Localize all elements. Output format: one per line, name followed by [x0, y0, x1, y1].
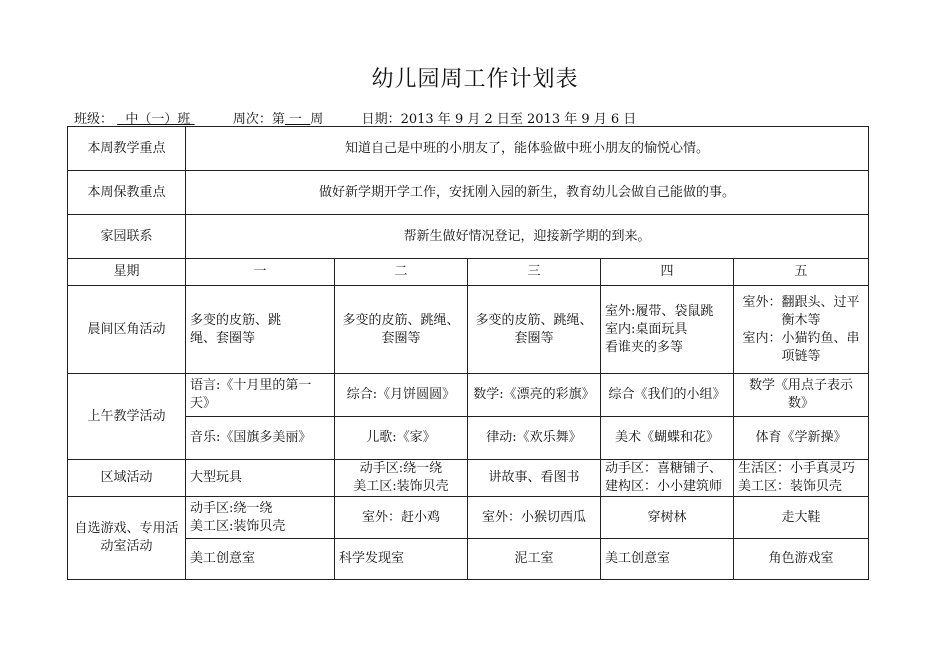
weekday-cell: 五 — [734, 259, 869, 286]
free-play-row-1 — [68, 497, 869, 539]
free-play-cell: 美工创意室 — [601, 539, 734, 580]
weekly-plan-table — [67, 126, 869, 580]
free-play-cell: 室外：赶小鸡 — [335, 497, 468, 539]
am-teaching-cell: 体育《学新操》 — [734, 417, 869, 460]
am-teaching-cell: 音乐:《国旗多美丽》 — [186, 417, 335, 460]
morning-cell: 多变的皮筋、跳 绳、套圈等 — [186, 286, 335, 374]
area-cell: 讲故事、看图书 — [468, 460, 601, 497]
weekday-cell: 一 — [186, 259, 335, 286]
week-label: 周次：第 — [232, 112, 285, 127]
free-play-cell: 穿树林 — [601, 497, 734, 539]
area-cell: 生活区：小手真灵巧 美工区：装饰贝壳 — [734, 460, 869, 497]
row-label-weekday: 星期 — [68, 259, 186, 286]
teaching-focus-content: 知道自己是中班的小朋友了，能体验做中班小朋友的愉悦心情。 — [186, 127, 869, 171]
am-teaching-cell: 数学《用点子表示 数》 — [734, 374, 869, 417]
row-label-morning: 晨间区角活动 — [68, 286, 186, 374]
am-teaching-cell: 儿歌:《家》 — [335, 417, 468, 460]
am-teaching-cell: 语言:《十月里的第一 天》 — [186, 374, 335, 417]
free-play-cell: 科学发现室 — [335, 539, 468, 580]
am-teaching-cell: 美术《蝴蝶和花》 — [601, 417, 734, 460]
weekday-cell: 四 — [601, 259, 734, 286]
free-play-cell: 泥工室 — [468, 539, 601, 580]
home-contact-content: 帮新生做好情况登记，迎接新学期的到来。 — [186, 215, 869, 259]
page-title: 幼儿园周工作计划表 — [371, 67, 579, 92]
weekday-cell: 三 — [468, 259, 601, 286]
area-cell: 动手区:绕一绕 美工区:装饰贝壳 — [335, 460, 468, 497]
week-suffix: 周 — [310, 112, 324, 127]
home-contact-row — [68, 215, 869, 259]
morning-cell: 多变的皮筋、跳绳、 套圈等 — [335, 286, 468, 374]
free-play-cell: 美工创意室 — [186, 539, 335, 580]
morning-cell: 多变的皮筋、跳绳、 套圈等 — [468, 286, 601, 374]
row-label-area: 区域活动 — [68, 460, 186, 497]
am-teaching-cell: 律动:《欢乐舞》 — [468, 417, 601, 460]
row-label-care-focus: 本周保教重点 — [68, 171, 186, 215]
morning-cell: 室外:履带、袋鼠跳 室内:桌面玩具 看谁夹的多等 — [601, 286, 734, 374]
row-label-teaching-focus: 本周教学重点 — [68, 127, 186, 171]
area-cell: 大型玩具 — [186, 460, 335, 497]
area-activity-row — [68, 460, 869, 497]
care-focus-row — [68, 171, 869, 215]
free-play-cell: 走大鞋 — [734, 497, 869, 539]
morning-cell: 室外：翻跟头、过平 衡木等 室内：小猫钓鱼、串 项链等 — [734, 286, 869, 374]
care-focus-content: 做好新学期开学工作，安抚刚入园的新生，教育幼儿会做自己能做的事。 — [186, 171, 869, 215]
free-play-cell: 室外：小猴切西瓜 — [468, 497, 601, 539]
teaching-focus-row — [68, 127, 869, 171]
area-cell: 动手区：喜糖铺子、 建构区：小小建筑师 — [601, 460, 734, 497]
week-value: 一 — [289, 112, 303, 127]
free-play-cell: 动手区:绕一绕 美工区:装饰贝壳 — [186, 497, 335, 539]
date-text: 日期：2013 年 9 月 2 日至 2013 年 9 月 6 日 — [361, 112, 637, 127]
plan-meta-line — [74, 108, 636, 127]
am-teaching-cell: 综合:《月饼圆圆》 — [335, 374, 468, 417]
row-label-home-contact: 家园联系 — [68, 215, 186, 259]
am-teaching-row-2 — [68, 417, 869, 460]
am-teaching-cell: 综合《我们的小组》 — [601, 374, 734, 417]
free-play-row-2 — [68, 539, 869, 580]
am-teaching-row-1 — [68, 374, 869, 417]
free-play-cell: 角色游戏室 — [734, 539, 869, 580]
morning-activity-row — [68, 286, 869, 374]
row-label-am-teaching: 上午教学活动 — [68, 374, 186, 460]
weekday-cell: 二 — [335, 259, 468, 286]
weekday-header-row — [68, 259, 869, 286]
am-teaching-cell: 数学:《漂亮的彩旗》 — [468, 374, 601, 417]
class-label: 班级： — [74, 112, 114, 127]
row-label-free-play: 自选游戏、专用活 动室活动 — [68, 497, 186, 580]
class-value: 中（一）班 — [125, 112, 191, 127]
